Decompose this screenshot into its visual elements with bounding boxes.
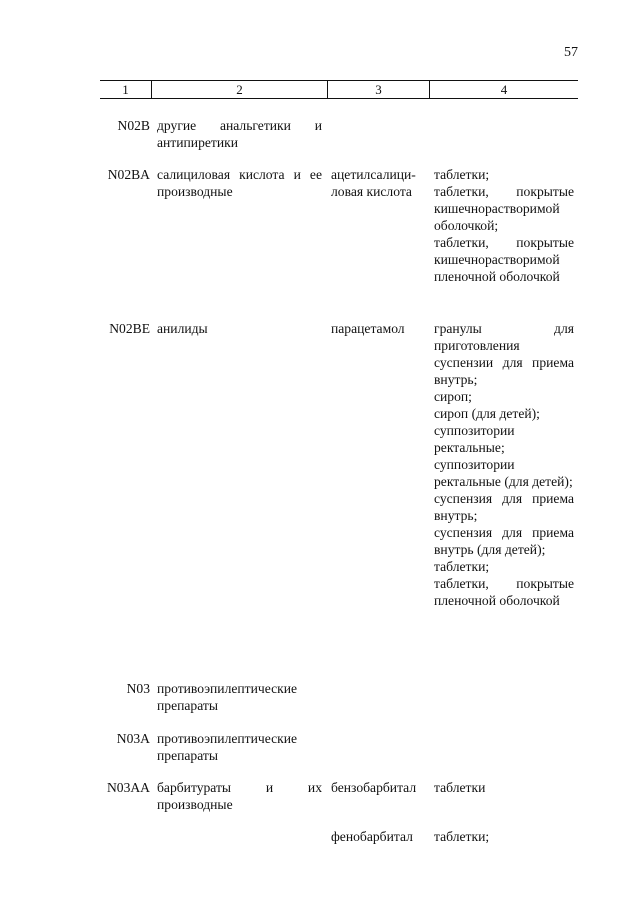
atc-group: противоэпилептические препараты	[157, 731, 298, 763]
atc-code: N03	[126, 681, 150, 696]
header-col-4: 4	[500, 82, 508, 97]
atc-code: N02BA	[107, 167, 150, 182]
dosage-forms	[434, 166, 574, 285]
header-col-1: 1	[122, 82, 129, 97]
dosage-form: сироп (для детей);	[434, 406, 540, 421]
dosage-forms	[434, 779, 574, 796]
dosage-form: таблетки, покрытые кишечнорастворимой оболочкой;	[434, 184, 574, 233]
dosage-forms	[434, 320, 574, 609]
atc-group: барбитураты и их производные	[157, 780, 322, 812]
drug-name: парацетамол	[331, 321, 405, 336]
atc-code: N03A	[116, 731, 150, 746]
dosage-form: суппозитории ректальные;	[434, 423, 515, 455]
atc-group-line: антипиретики	[157, 135, 238, 150]
atc-group-line: другие анальгетики и	[157, 118, 322, 133]
table-header	[100, 80, 578, 100]
drug-name: ацетилсалици- ловая кислота	[331, 167, 416, 199]
dosage-form: таблетки, покрытые кишечнорастворимой пленочной оболочкой	[434, 235, 574, 284]
dosage-form: таблетки;	[434, 829, 490, 844]
atc-group: салициловая кислота и ее производные	[157, 167, 322, 199]
atc-code: N02BE	[109, 321, 150, 336]
drug-name: бензобарбитал	[331, 780, 417, 795]
dosage-form: суспензия для приема внутрь;	[434, 491, 574, 523]
dosage-form: гранулы для приготовления суспензии для приема внутрь;	[434, 321, 574, 387]
dosage-form: таблетки;	[434, 559, 490, 574]
header-col-3: 3	[375, 82, 382, 97]
dosage-form: таблетки, покрытые пленочной оболочкой	[434, 576, 574, 608]
header-col-2: 2	[236, 82, 243, 97]
atc-code: N02B	[117, 118, 150, 133]
dosage-form: сироп;	[434, 389, 472, 404]
dosage-forms	[434, 828, 574, 845]
atc-code: N03AA	[106, 780, 150, 795]
atc-group: анилиды	[157, 321, 208, 336]
atc-group	[157, 117, 322, 151]
drug-name: фенобарбитал	[331, 829, 413, 844]
page-number: 57	[564, 45, 578, 60]
dosage-form: таблетки	[434, 780, 486, 795]
dosage-form: таблетки;	[434, 167, 490, 182]
atc-group: противоэпилептические препараты	[157, 681, 298, 713]
dosage-form: суппозитории ректальные (для детей);	[434, 457, 573, 489]
dosage-form: суспензия для приема внутрь (для детей);	[434, 525, 574, 557]
